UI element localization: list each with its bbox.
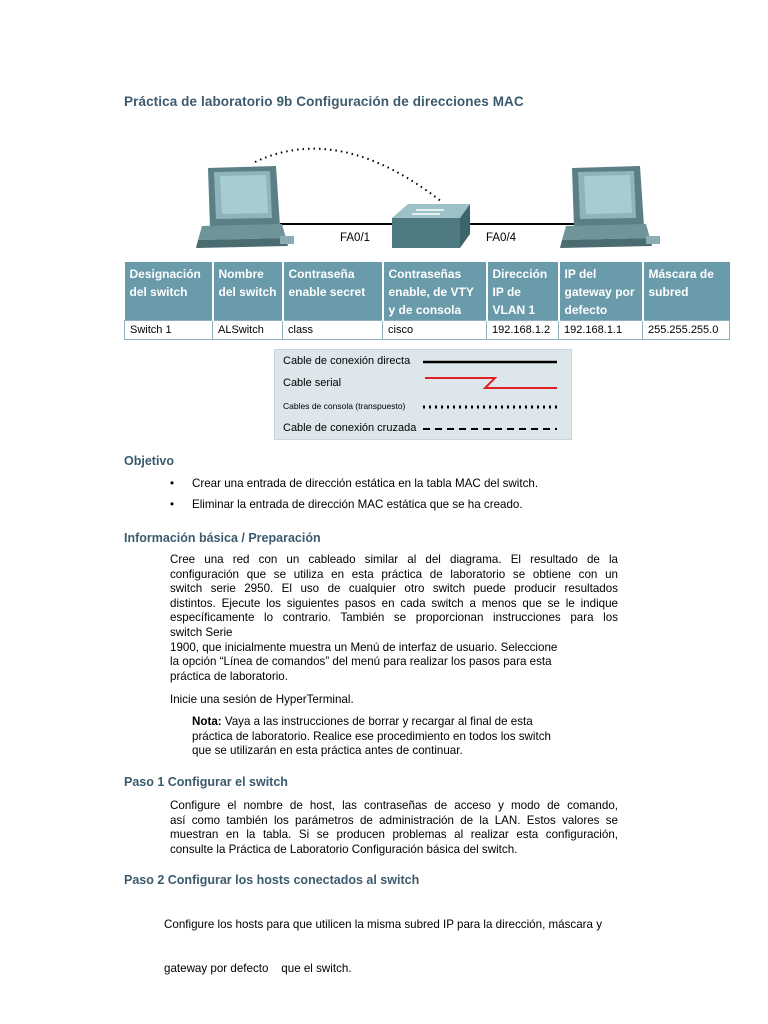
table-header: Máscara de subred <box>643 262 730 321</box>
paso1-paragraph: Configure el nombre de host, las contraseñas de acceso y modo de comando, así como también los parámetros de administración de la LAN. Estos valores se muestran en la tabla. Si se producen problemas al realizar esta configuración, consulte la Práctica de Laboratorio Configuración básica del switch. <box>170 799 618 856</box>
list-item: • Crear una entrada de dirección estática en la tabla MAC del switch. <box>170 477 539 490</box>
paso2-paragraph: Configure los hosts para que utilicen la misma subred IP para la dirección, máscara y gateway por defecto que el switch. <box>164 918 602 975</box>
table-cell: class <box>283 321 383 340</box>
table-cell: ALSwitch <box>213 321 283 340</box>
serial-line <box>425 378 557 388</box>
info-paragraph-2: Inicie una sesión de HyperTerminal. <box>170 693 354 706</box>
table-header: Dirección IP de VLAN 1 <box>487 262 559 321</box>
paso2-heading: Paso 2 Configurar los hosts conectados al switch <box>124 873 420 887</box>
table-header: Contraseña enable secret <box>283 262 383 321</box>
table-cell: 192.168.1.2 <box>487 321 559 340</box>
table-header: Nombre del switch <box>213 262 283 321</box>
list-item: • Eliminar la entrada de dirección MAC estática que se ha creado. <box>170 498 523 511</box>
objetivo-list <box>170 477 690 519</box>
table-header-row <box>125 262 730 321</box>
pc-left-icon <box>196 166 294 248</box>
switch-icon <box>392 204 470 248</box>
pc-right-icon <box>560 166 660 248</box>
objetivo-heading: Objetivo <box>124 454 175 468</box>
paso1-heading: Paso 1 Configurar el switch <box>124 775 288 789</box>
port-label-right: FA0/4 <box>486 232 517 244</box>
legend-serial-label: Cable serial <box>283 377 342 389</box>
table-row <box>125 321 730 340</box>
console-cable <box>255 149 442 202</box>
info-paragraph-1: Cree una red con un cableado similar al del diagrama. El resultado de la configuración que se utiliza en esta práctica de laboratorio se obtiene con un switch serie 2950. El uso de cualquier otro switch puede producir resultados distintos. Ejecute los siguientes pasos en cada switch a menos que se le indique específicamente lo contrario. También se proporcionan instrucciones para los switch Serie 1900, que inicialmente muestra un Menú de interfaz de usuario. Seleccione la opción “Línea de comandos” del menú para realizar los pasos para esta práctica de laboratorio. <box>170 553 618 683</box>
table-cell: 255.255.255.0 <box>643 321 730 340</box>
legend-console-label: Cables de consola (transpuesto) <box>283 401 406 411</box>
port-label-left: FA0/1 <box>340 232 371 244</box>
note-label: Nota: <box>192 715 222 728</box>
switch-config-table <box>124 262 730 340</box>
table-cell: Switch 1 <box>125 321 213 340</box>
page-title: Práctica de laboratorio 9b Configuración de direcciones MAC <box>124 94 524 109</box>
table-cell: cisco <box>383 321 487 340</box>
legend-lines <box>415 350 565 439</box>
network-diagram <box>180 140 670 255</box>
table-header: Contraseñas enable, de VTY y de consola <box>383 262 487 321</box>
legend-crossover-label: Cable de conexión cruzada <box>283 422 417 434</box>
info-heading: Información básica / Preparación <box>124 531 321 545</box>
cable-legend <box>274 349 572 440</box>
legend-straight-label: Cable de conexión directa <box>283 355 411 367</box>
table-cell: 192.168.1.1 <box>559 321 643 340</box>
note-box: Nota: Vaya a las instrucciones de borrar y recargar al final de esta práctica de laboratorio. Realice ese procedimiento en todos los switch que se utilizarán en esta práctica antes de continuar. <box>192 715 551 758</box>
table-header: IP del gateway por defecto <box>559 262 643 321</box>
table-header: Designación del switch <box>125 262 213 321</box>
